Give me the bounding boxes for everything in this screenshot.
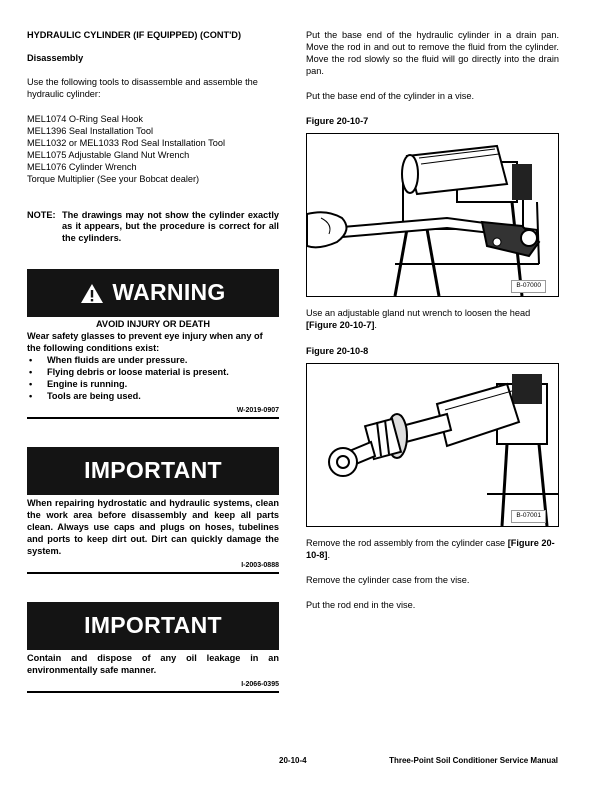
rod-assembly-illustration bbox=[307, 364, 559, 526]
warning-box bbox=[27, 269, 279, 419]
figure-20-10-7 bbox=[306, 133, 559, 297]
note-text: The drawings may not show the cylinder exactly as it appears, but the procedure is correct for all the cylinders. bbox=[62, 209, 279, 244]
important-banner: IMPORTANT bbox=[27, 447, 279, 495]
step-drain-fluid: Put the base end of the hydraulic cylinder in a drain pan. Move the rod in and out to remove the fluid from the cylinder. Move the rod slowly so the fluid will go directly into the drain pan. bbox=[306, 30, 559, 76]
warning-bullet: • When fluids are under pressure. bbox=[29, 355, 188, 366]
warning-text: Wear safety glasses to prevent eye injury when any of the following conditions exist: bbox=[27, 331, 263, 354]
tool-item: Torque Multiplier (See your Bobcat dealer) bbox=[27, 173, 200, 184]
warning-code: W-2019-0907 bbox=[236, 407, 279, 415]
warning-banner bbox=[27, 269, 279, 317]
step-remove-rod: Remove the rod assembly from the cylinder case [Figure 20-10-8]. bbox=[306, 537, 555, 560]
important-code: I-2003-0888 bbox=[241, 561, 279, 569]
tool-item: MEL1032 or MEL1033 Rod Seal Installation Tool bbox=[27, 137, 225, 148]
step-base-vise: Put the base end of the cylinder in a vise. bbox=[306, 90, 475, 101]
step-loosen-head: Use an adjustable gland nut wrench to loosen the head [Figure 20-10-7]. bbox=[306, 307, 531, 330]
figure-label: Figure 20-10-8 bbox=[306, 345, 369, 356]
warning-bullet: • Flying debris or loose material is present. bbox=[29, 367, 229, 378]
warning-triangle-icon bbox=[80, 283, 104, 304]
important-box-2 bbox=[27, 602, 279, 693]
warning-rule bbox=[27, 417, 279, 419]
step-remove-case: Remove the cylinder case from the vise. bbox=[306, 575, 470, 586]
tool-item: MEL1074 O-Ring Seal Hook bbox=[27, 113, 143, 124]
figure-label: Figure 20-10-7 bbox=[306, 115, 369, 126]
tool-item: MEL1076 Cylinder Wrench bbox=[27, 161, 137, 172]
important-text: Contain and dispose of any oil leakage in an environmentally safe manner. bbox=[27, 653, 279, 675]
step-rod-end-vise: Put the rod end in the vise. bbox=[306, 600, 416, 611]
left-column bbox=[27, 30, 279, 693]
warning-subhead: AVOID INJURY OR DEATH bbox=[95, 319, 210, 330]
manual-title: Three-Point Soil Conditioner Service Manual bbox=[389, 756, 558, 765]
right-column bbox=[306, 30, 559, 612]
tools-intro: Use the following tools to disassemble and assemble the hydraulic cylinder: bbox=[27, 76, 258, 99]
figure-code: B-07001 bbox=[511, 510, 546, 522]
warning-bullet: • Engine is running. bbox=[29, 379, 128, 390]
tool-item: MEL1396 Seal Installation Tool bbox=[27, 125, 153, 136]
figure-20-10-8 bbox=[306, 363, 559, 527]
note-label: NOTE: bbox=[27, 209, 56, 220]
important-rule bbox=[27, 691, 279, 693]
tool-item: MEL1075 Adjustable Gland Nut Wrench bbox=[27, 149, 190, 160]
figure-ref: [Figure 20-10-7] bbox=[306, 319, 375, 330]
warning-bullet: • Tools are being used. bbox=[29, 391, 141, 402]
figure-code: B-07000 bbox=[511, 280, 546, 292]
important-banner: IMPORTANT bbox=[27, 602, 279, 650]
important-box-1 bbox=[27, 447, 279, 574]
important-rule bbox=[27, 572, 279, 574]
section-heading: HYDRAULIC CYLINDER (IF EQUIPPED) (CONT'D) bbox=[27, 30, 242, 40]
important-text: When repairing hydrostatic and hydraulic systems, clean the work area before disassembly and keep all parts clean. Always use caps and plugs on hoses, tubelines and ports to keep dirt out. Dirt can quickly damage the system. bbox=[27, 498, 279, 556]
page-number: 20-10-4 bbox=[279, 756, 307, 765]
tool-list bbox=[27, 114, 279, 186]
vise-wrench-illustration bbox=[307, 134, 559, 296]
important-code: I-2066-0395 bbox=[241, 680, 279, 688]
figure-ref: [Figure 20-10-8] bbox=[306, 537, 555, 560]
subheading-disassembly: Disassembly bbox=[27, 52, 84, 63]
warning-title: WARNING bbox=[112, 279, 226, 306]
note-block bbox=[27, 210, 279, 246]
